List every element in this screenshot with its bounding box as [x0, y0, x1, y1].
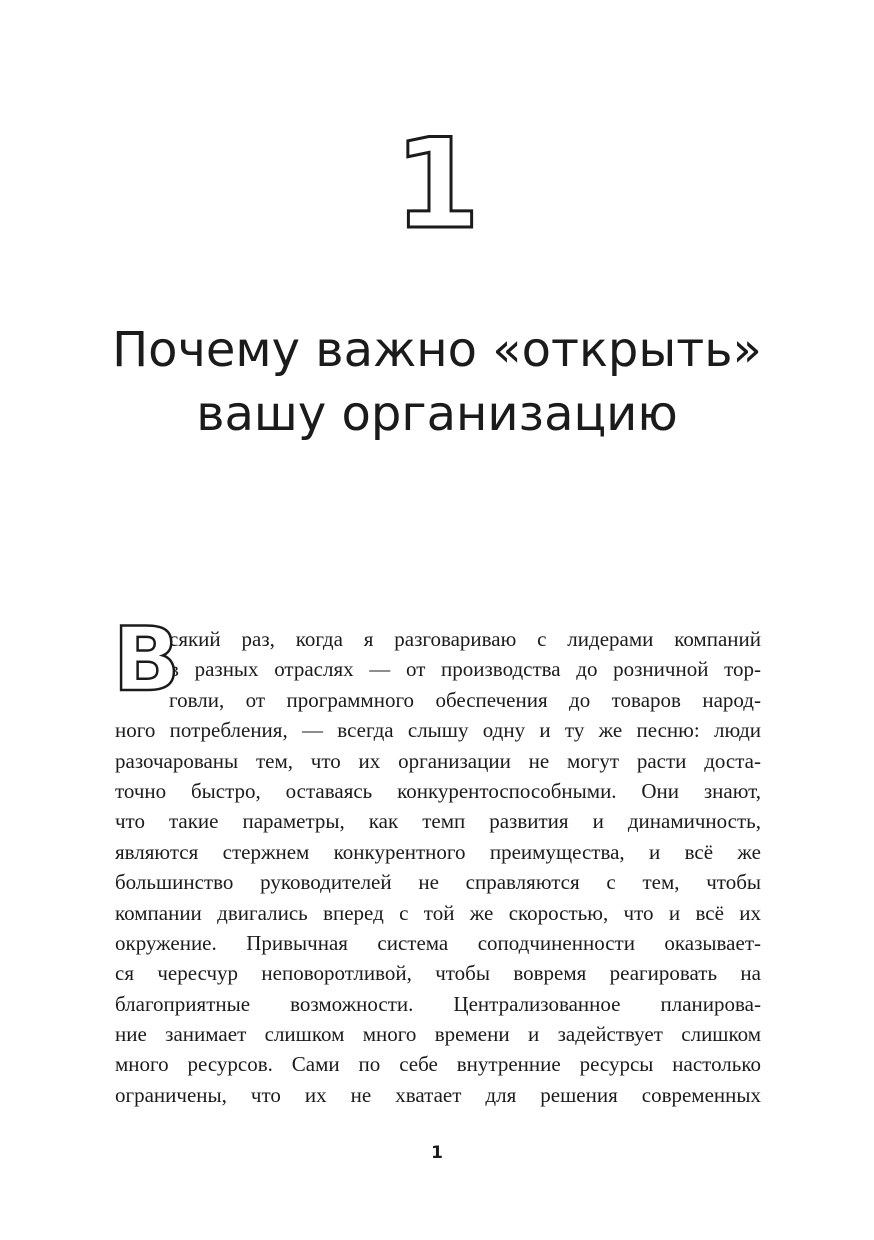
text-line: сякий раз, когда я разговариваю с лидерами компаний — [169, 627, 761, 651]
chapter-title-line: Почему важно «открыть» — [112, 322, 762, 378]
chapter-title — [60, 318, 814, 446]
text-line: в разных отраслях — от производства до розничной тор- — [169, 657, 761, 682]
text-line: говли, от программного обеспечения до товаров народ- — [169, 687, 761, 712]
page-number: 1 — [431, 1143, 443, 1163]
chapter-number: 1 — [393, 113, 481, 257]
chapter-title-line: вашу организацию — [196, 386, 678, 442]
text-line: благоприятные возможности. Централизованное планирова- — [115, 991, 761, 1016]
text-line: ного потребления, — всегда слышу одну и ту же песню: люди — [115, 718, 761, 743]
text-line: окружение. Привычная система соподчиненности оказывает- — [115, 930, 761, 955]
text-line: являются стержнем конкурентного преимущества, и всё же — [115, 839, 761, 864]
text-line: ся чересчур неповоротливой, чтобы вовремя реагировать на — [115, 961, 761, 986]
text-line: точно быстро, оставаясь конкурентоспособными. Они знают, — [115, 778, 761, 803]
text-line: много ресурсов. Сами по себе внутренние ресурсы настолько — [115, 1052, 761, 1077]
body-paragraph — [113, 608, 761, 1110]
drop-cap: В — [113, 608, 181, 711]
text-line: ограничены, что их не хватает для решения современных — [115, 1082, 761, 1107]
text-line: разочарованы тем, что их организации не могут расти доста- — [115, 748, 761, 773]
text-line: большинство руководителей не справляются с тем, чтобы — [115, 870, 761, 895]
text-line: ние занимает слишком много времени и задействует слишком — [115, 1022, 761, 1047]
text-line: компании двигались вперед с той же скоростью, что и всё их — [115, 900, 761, 925]
text-line: что такие параметры, как темп развития и динамичность, — [115, 809, 761, 834]
